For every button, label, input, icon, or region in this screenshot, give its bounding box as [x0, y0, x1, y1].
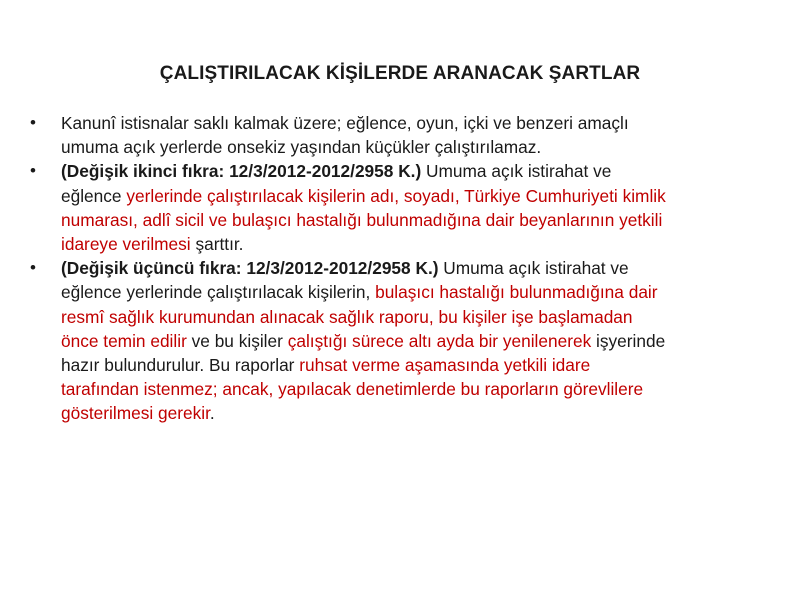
bullet-list	[28, 111, 668, 426]
bullet-3-text-1: Umuma açık istirahat ve eğlence yerlerinde çalıştırılacak kişilerin,	[61, 258, 629, 303]
bullet-item-3	[28, 256, 668, 425]
slide-title: ÇALIŞTIRILACAK KİŞİLERDE ARANACAK ŞARTLAR	[159, 63, 641, 84]
bullet-3-red-text-3: ruhsat verme aşamasında yetkili idare tarafından istenmez; ancak, yapılacak denetimlerde bu raporların görevlilere gösterilmesi gerekir	[61, 355, 644, 424]
bullet-3-text-4: .	[209, 403, 215, 424]
bullet-3-heading: (Değişik üçüncü fıkra: 12/3/2012-2012/2958 K.)	[61, 258, 439, 279]
bullet-3-red-text-2: çalıştığı sürece altı ayda bir yenilenerek	[287, 330, 592, 351]
bullet-dot-icon: •	[30, 258, 36, 278]
bullet-dot-icon: •	[30, 113, 36, 132]
bullet-2-heading: (Değişik ikinci fıkra: 12/3/2012-2012/2958 K.)	[61, 161, 422, 182]
bullet-3-text-2: ve bu kişiler	[186, 330, 288, 351]
bullet-item-2	[28, 159, 668, 256]
bullet-3-red-text-1: bulaşıcı hastalığı bulunmadığına dair resmî sağlık kurumundan alınacak sağlık raporu, bu kişiler işe başlamadan önce temin edilir	[61, 282, 658, 351]
bullet-1-text: Kanunî istisnalar saklı kalmak üzere; eğlence, oyun, içki ve benzeri amaçlı umuma açık yerlerde onsekiz yaşından küçükler çalıştırılamaz.	[61, 113, 629, 158]
bullet-item-1	[28, 111, 668, 159]
bullet-dot-icon: •	[30, 161, 36, 181]
bullet-2-text-2: şarttır.	[190, 234, 244, 255]
bullet-2-red-text-1: yerlerinde çalıştırılacak kişilerin adı, soyadı, Türkiye Cumhuriyeti kimlik numarası, adlî sicil ve bulaşıcı hastalığı bulunmadığına dair beyanlarının yetkili idareye verilmesi	[61, 185, 666, 255]
bullet-2-text-1: Umuma açık istirahat ve eğlence	[61, 161, 612, 206]
bullet-3-text-3: işyerinde hazır bulundurulur. Bu raporlar	[61, 330, 666, 376]
